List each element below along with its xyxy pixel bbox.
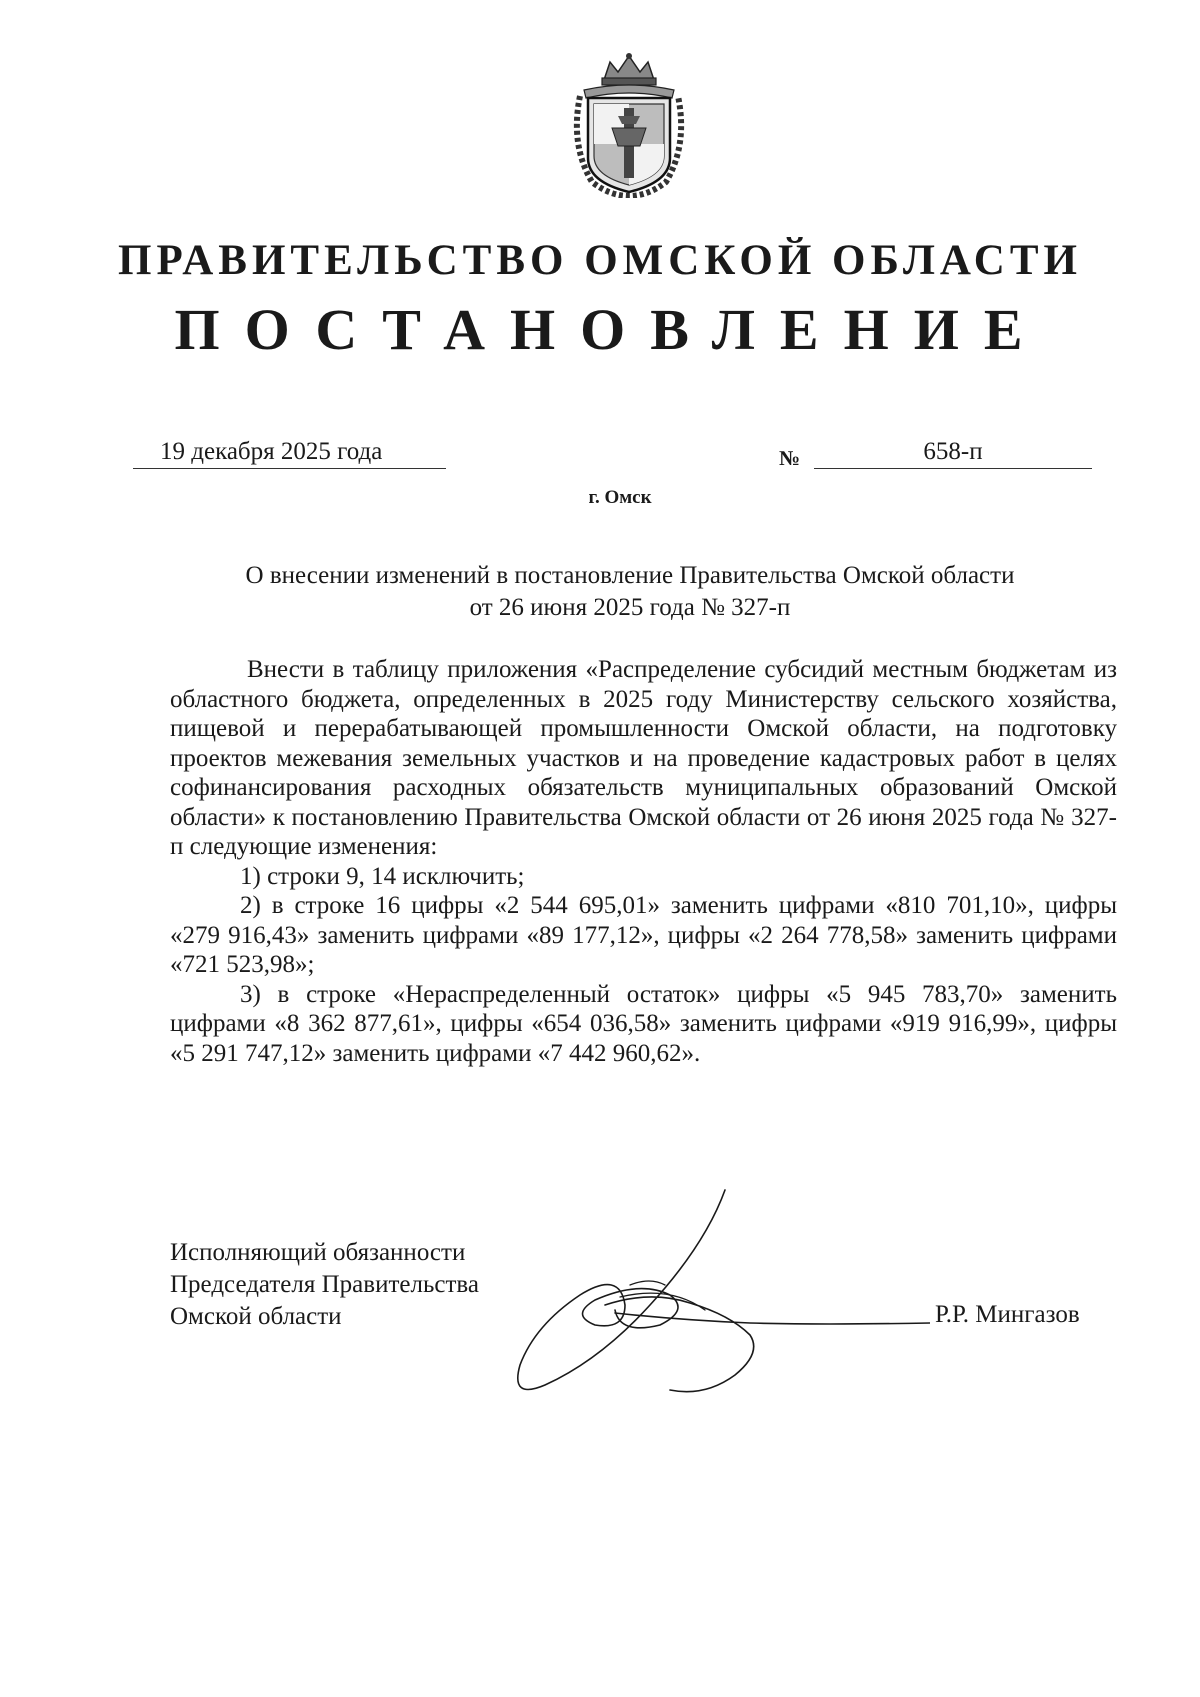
body-item-3: 3) в строке «Нераспределенный остаток» цифры «5 945 783,70» заменить цифрами «8 362 877,61», цифры «654 036,58» заменить цифрами «919 916,99», цифры «5 291 747,12» заменить цифрами «7 442 960,62». [170,980,1117,1067]
signer-position-line-2: Председателя Правительства [170,1271,479,1298]
signer-name: Р.Р. Мингазов [935,1301,1080,1328]
document-city: г. Омск [588,487,652,508]
government-title: ПРАВИТЕЛЬСТВО ОМСКОЙ ОБЛАСТИ [118,237,1082,284]
document-subject [170,560,1090,624]
document-number: 658-п [814,436,1092,469]
coat-of-arms-icon [570,50,688,198]
document-body [170,655,1117,1068]
signer-position [170,1237,479,1333]
body-item-2: 2) в строке 16 цифры «2 544 695,01» заменить цифрами «810 701,10», цифры «279 916,43» заменить цифрами «89 177,12», цифры «2 264 778,58» заменить цифрами «721 523,98»; [170,892,1117,978]
body-item-1: 1) строки 9, 14 исключить; [240,862,525,890]
signer-position-line-1: Исполняющий обязанности [170,1239,466,1266]
body-intro-paragraph: Внести в таблицу приложения «Распределение субсидий местным бюджетам из областного бюджета, определенных в 2025 году Министерству сельского хозяйства, пищевой и перерабатывающей промышленности Омской области, на подготовку проектов межевания земельных участков и на проведение кадастровых работ в целях софинансирования расходных обязательств муниципальных образований Омской области» к постановлению Правительства Омской области от 26 июня 2025 года № 327-п следующие изменения: [170,656,1117,860]
document-date: 19 декабря 2025 года [133,436,446,469]
subject-line-1: О внесении изменений в постановление Правительства Омской области [245,562,1015,589]
handwritten-signature [500,1185,930,1410]
document-type-title: ПОСТАНОВЛЕНИЕ [174,297,1048,362]
subject-line-2: от 26 июня 2025 года № 327-п [469,594,791,621]
number-sign-label: № [779,446,801,470]
signer-position-line-3: Омской области [170,1303,342,1330]
